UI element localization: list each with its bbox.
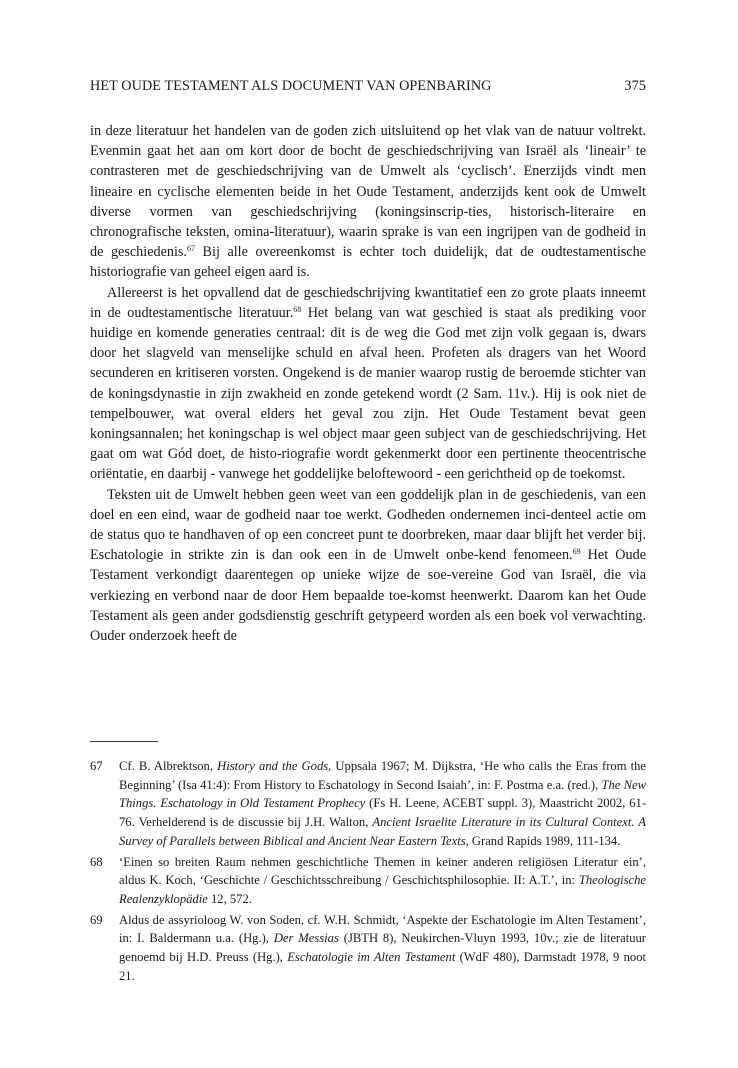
running-head <box>90 78 646 98</box>
footnote-title: Der Messias <box>273 931 339 946</box>
footnote-text: , Grand Rapids 1989, 111-134. <box>465 833 621 848</box>
paragraph-3 <box>90 485 646 647</box>
footnote-divider <box>90 741 158 742</box>
footnote-text: (Fs H. Leene, ACEBT suppl. 3), Maastricht 2002, 61-76. Verhelderend is de discussie bij J.H. Walton, <box>119 796 647 830</box>
paragraph-text: Bij alle overeenkomst is echter toch duidelijk, dat de oudtestamentische historiografie van geheel eigen aard is. <box>90 244 646 281</box>
main-text <box>90 121 646 646</box>
footnote-68 <box>90 853 646 909</box>
paragraph-text: Het Oude Testament verkondigt daarentegen op unieke wijze de soe-vereine God van Israël, die via verkiezing en verbond naar de door Hem bepaalde toe-komst heenwerkt. Daarom kan het Oude Testament als geen ander godsdienstig geschrift getypeerd worden als een boek vol verwachting. Ouder onderzoek heeft de <box>90 547 646 645</box>
footnote-title: The New Things. Eschatology in Old Testament Prophecy <box>119 777 646 811</box>
footnote-text: (WdF 480), Darmstadt 1978, 9 noot 21. <box>119 950 646 983</box>
footnote-67 <box>90 757 646 851</box>
page-number: 375 <box>624 78 646 94</box>
footnote-ref-68: 68 <box>293 304 302 314</box>
footnote-ref-67: 67 <box>186 244 195 254</box>
running-title: HET OUDE TESTAMENT ALS DOCUMENT VAN OPENBARING <box>90 78 492 94</box>
footnote-text: , Uppsala 1967; M. Dijkstra, ‘He who calls the Eras from the Beginning’ (Isa 41:4): From History to Eschatology in Second Isaiah’, in: F. Postma e.a. (red.), <box>119 759 647 792</box>
footnote-text: Aldus de assyrioloog W. von Soden, cf. W.H. Schmidt, ‘Aspekte der Eschatologie im Alten Testament’, in: I. Baldermann u.a. (Hg.), <box>119 912 646 946</box>
footnote-ref-69: 69 <box>572 547 581 557</box>
footnote-text: Cf. B. Albrektson, <box>119 759 218 773</box>
paragraph-2 <box>90 283 646 485</box>
footnote-title: Eschatologie im Alten Testament <box>287 950 456 965</box>
footnote-number: 69 <box>90 912 103 927</box>
footnotes <box>90 757 646 987</box>
footnote-title: Theologische Realenzyklopädie <box>119 873 646 906</box>
paragraph-text: Het belang van wat geschied is staat als prediking voor huidige en komende generaties centraal: dit is de weg die God met zijn volk gegaan is, dwars door het slagveld van menselijke schuld en afval heen. Profeten als dragers van het Woord secunderen en kritiseren vorsten. Ongekend is de manier waarop rustig de beroemde stichter van de koningsdynastie in zijn zwakheid en zonde getekend wordt (2 Sam. 11v.). Hij is ook niet de tempelbouwer, wat overal elders het geval zou zijn. Het Oude Testament bevat geen koningsannalen; het koningschap is wel object maar geen subject van de geschiedschrijving. Het gaat om wat Gód doet, de histo-riografie wordt gekenmerkt door een pertinente theocentrische oriëntatie, en daarbij - vanwege het goddelijke beloftewoord - een gerichtheid op de toekomst. <box>90 304 646 483</box>
footnote-title: History and the Gods <box>217 759 329 773</box>
paragraph-1 <box>90 121 646 283</box>
paragraph-text: Teksten uit de Umwelt hebben geen weet van een goddelijk plan in de geschiedenis, van een doel en een eind, waar de godheid naar toe werkt. Godheden ondernemen inci-denteel actie om de status quo te handhaven of op een concreet punt te doorbreken, maar daar blijft het verder bij. Eschatologie in strikte zin is dan ook een in de Umwelt onbe-kend fenomeen. <box>90 486 646 564</box>
footnote-69 <box>90 911 646 986</box>
footnote-number: 68 <box>90 854 103 869</box>
paragraph-text: Allereerst is het opvallend dat de geschiedschrijving kwantitatief een zo grote plaats inneemt in de oudtestamentische literatuur. <box>90 284 646 321</box>
footnote-title: Ancient Israelite Literature in its Cultural Context. A Survey of Parallels between Biblical and Ancient Near Eastern Texts <box>119 815 646 848</box>
footnote-text: 12, 572. <box>207 891 252 906</box>
footnote-number: 67 <box>90 759 103 773</box>
footnote-text: ‘Einen so breiten Raum nehmen geschichtliche Themen in keiner anderen religiösen Literatur ein’, aldus K. Koch, ‘Geschichte / Geschichtsschreibung / Geschichtsphilosophie. II: A.T.’, in: <box>119 854 646 888</box>
footnote-text: (JBTH 8), Neukirchen-Vluyn 1993, 10v.; zie de literatuur genoemd bij H.D. Preuss (Hg.), <box>119 931 646 965</box>
paragraph-text: in deze literatuur het handelen van de goden zich uitsluitend op het vlak van de natuur voltrekt. Evenmin gaat het aan om kort door de bocht de geschiedschrijving van Israël als ‘lineair’ te contrasteren met de geschiedschrijving van de Umwelt als ‘cyclisch’. Enerzijds vindt men lineaire en cyclische elementen beide in het Oude Testament, anderzijds kent ook de Umwelt diverse vormen van geschiedschrijving (koningsinscrip-ties, historisch-literaire en chronografische teksten, omina-literatuur), waarin sprake is van een ingrijpen van de godheid in de geschiedenis. <box>90 123 646 261</box>
